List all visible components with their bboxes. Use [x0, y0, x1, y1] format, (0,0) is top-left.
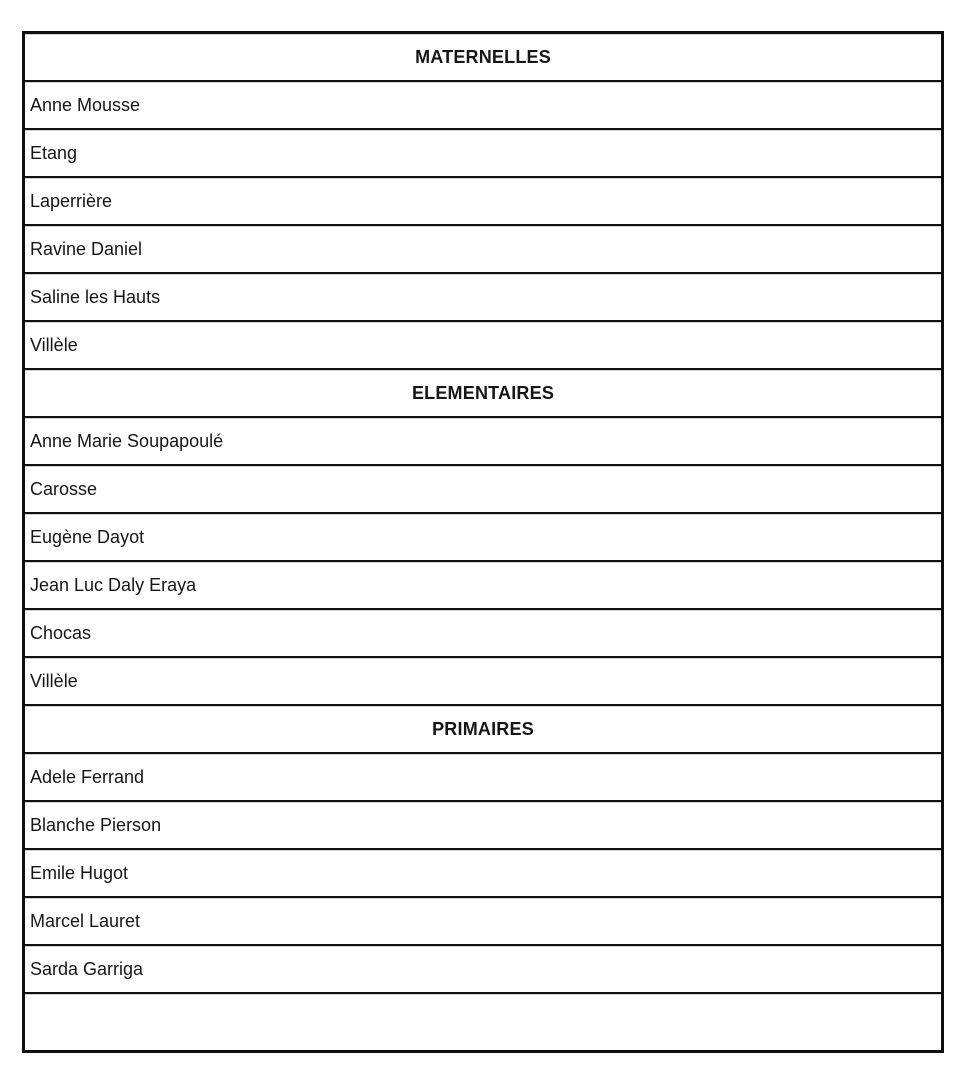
- table-row: [24, 657, 943, 705]
- table-row: [24, 513, 943, 561]
- school-name: Etang: [24, 129, 943, 177]
- school-name: Adele Ferrand: [24, 753, 943, 801]
- school-name: Blanche Pierson: [24, 801, 943, 849]
- table-row: [24, 273, 943, 321]
- school-name: Villèle: [24, 321, 943, 369]
- section-header-row: [24, 705, 943, 753]
- school-name: Anne Mousse: [24, 81, 943, 129]
- school-name: Saline les Hauts: [24, 273, 943, 321]
- section-header-maternelles: MATERNELLES: [24, 33, 943, 82]
- school-name: Villèle: [24, 657, 943, 705]
- school-list-table: [22, 31, 944, 1053]
- school-name: Eugène Dayot: [24, 513, 943, 561]
- school-name: Laperrière: [24, 177, 943, 225]
- table-row: [24, 465, 943, 513]
- school-name: Chocas: [24, 609, 943, 657]
- table-row: [24, 609, 943, 657]
- table-row: [24, 417, 943, 465]
- table-row: [24, 897, 943, 945]
- table-row: [24, 177, 943, 225]
- table-row: [24, 129, 943, 177]
- section-header-primaires: PRIMAIRES: [24, 705, 943, 753]
- section-header-row: [24, 33, 943, 82]
- table-row: [24, 849, 943, 897]
- table-row: [24, 81, 943, 129]
- empty-row-cell: [24, 993, 943, 1052]
- table-row: [24, 801, 943, 849]
- school-name: Ravine Daniel: [24, 225, 943, 273]
- table-row: [24, 561, 943, 609]
- school-name: Sarda Garriga: [24, 945, 943, 993]
- school-name: Anne Marie Soupapoulé: [24, 417, 943, 465]
- school-name: Jean Luc Daly Eraya: [24, 561, 943, 609]
- school-name: Marcel Lauret: [24, 897, 943, 945]
- table-row: [24, 945, 943, 993]
- section-header-row: [24, 369, 943, 417]
- school-table-body: [24, 33, 943, 1052]
- school-name: Carosse: [24, 465, 943, 513]
- table-row: [24, 321, 943, 369]
- table-row: [24, 225, 943, 273]
- section-header-elementaires: ELEMENTAIRES: [24, 369, 943, 417]
- school-name: Emile Hugot: [24, 849, 943, 897]
- table-row: [24, 993, 943, 1052]
- table-row: [24, 753, 943, 801]
